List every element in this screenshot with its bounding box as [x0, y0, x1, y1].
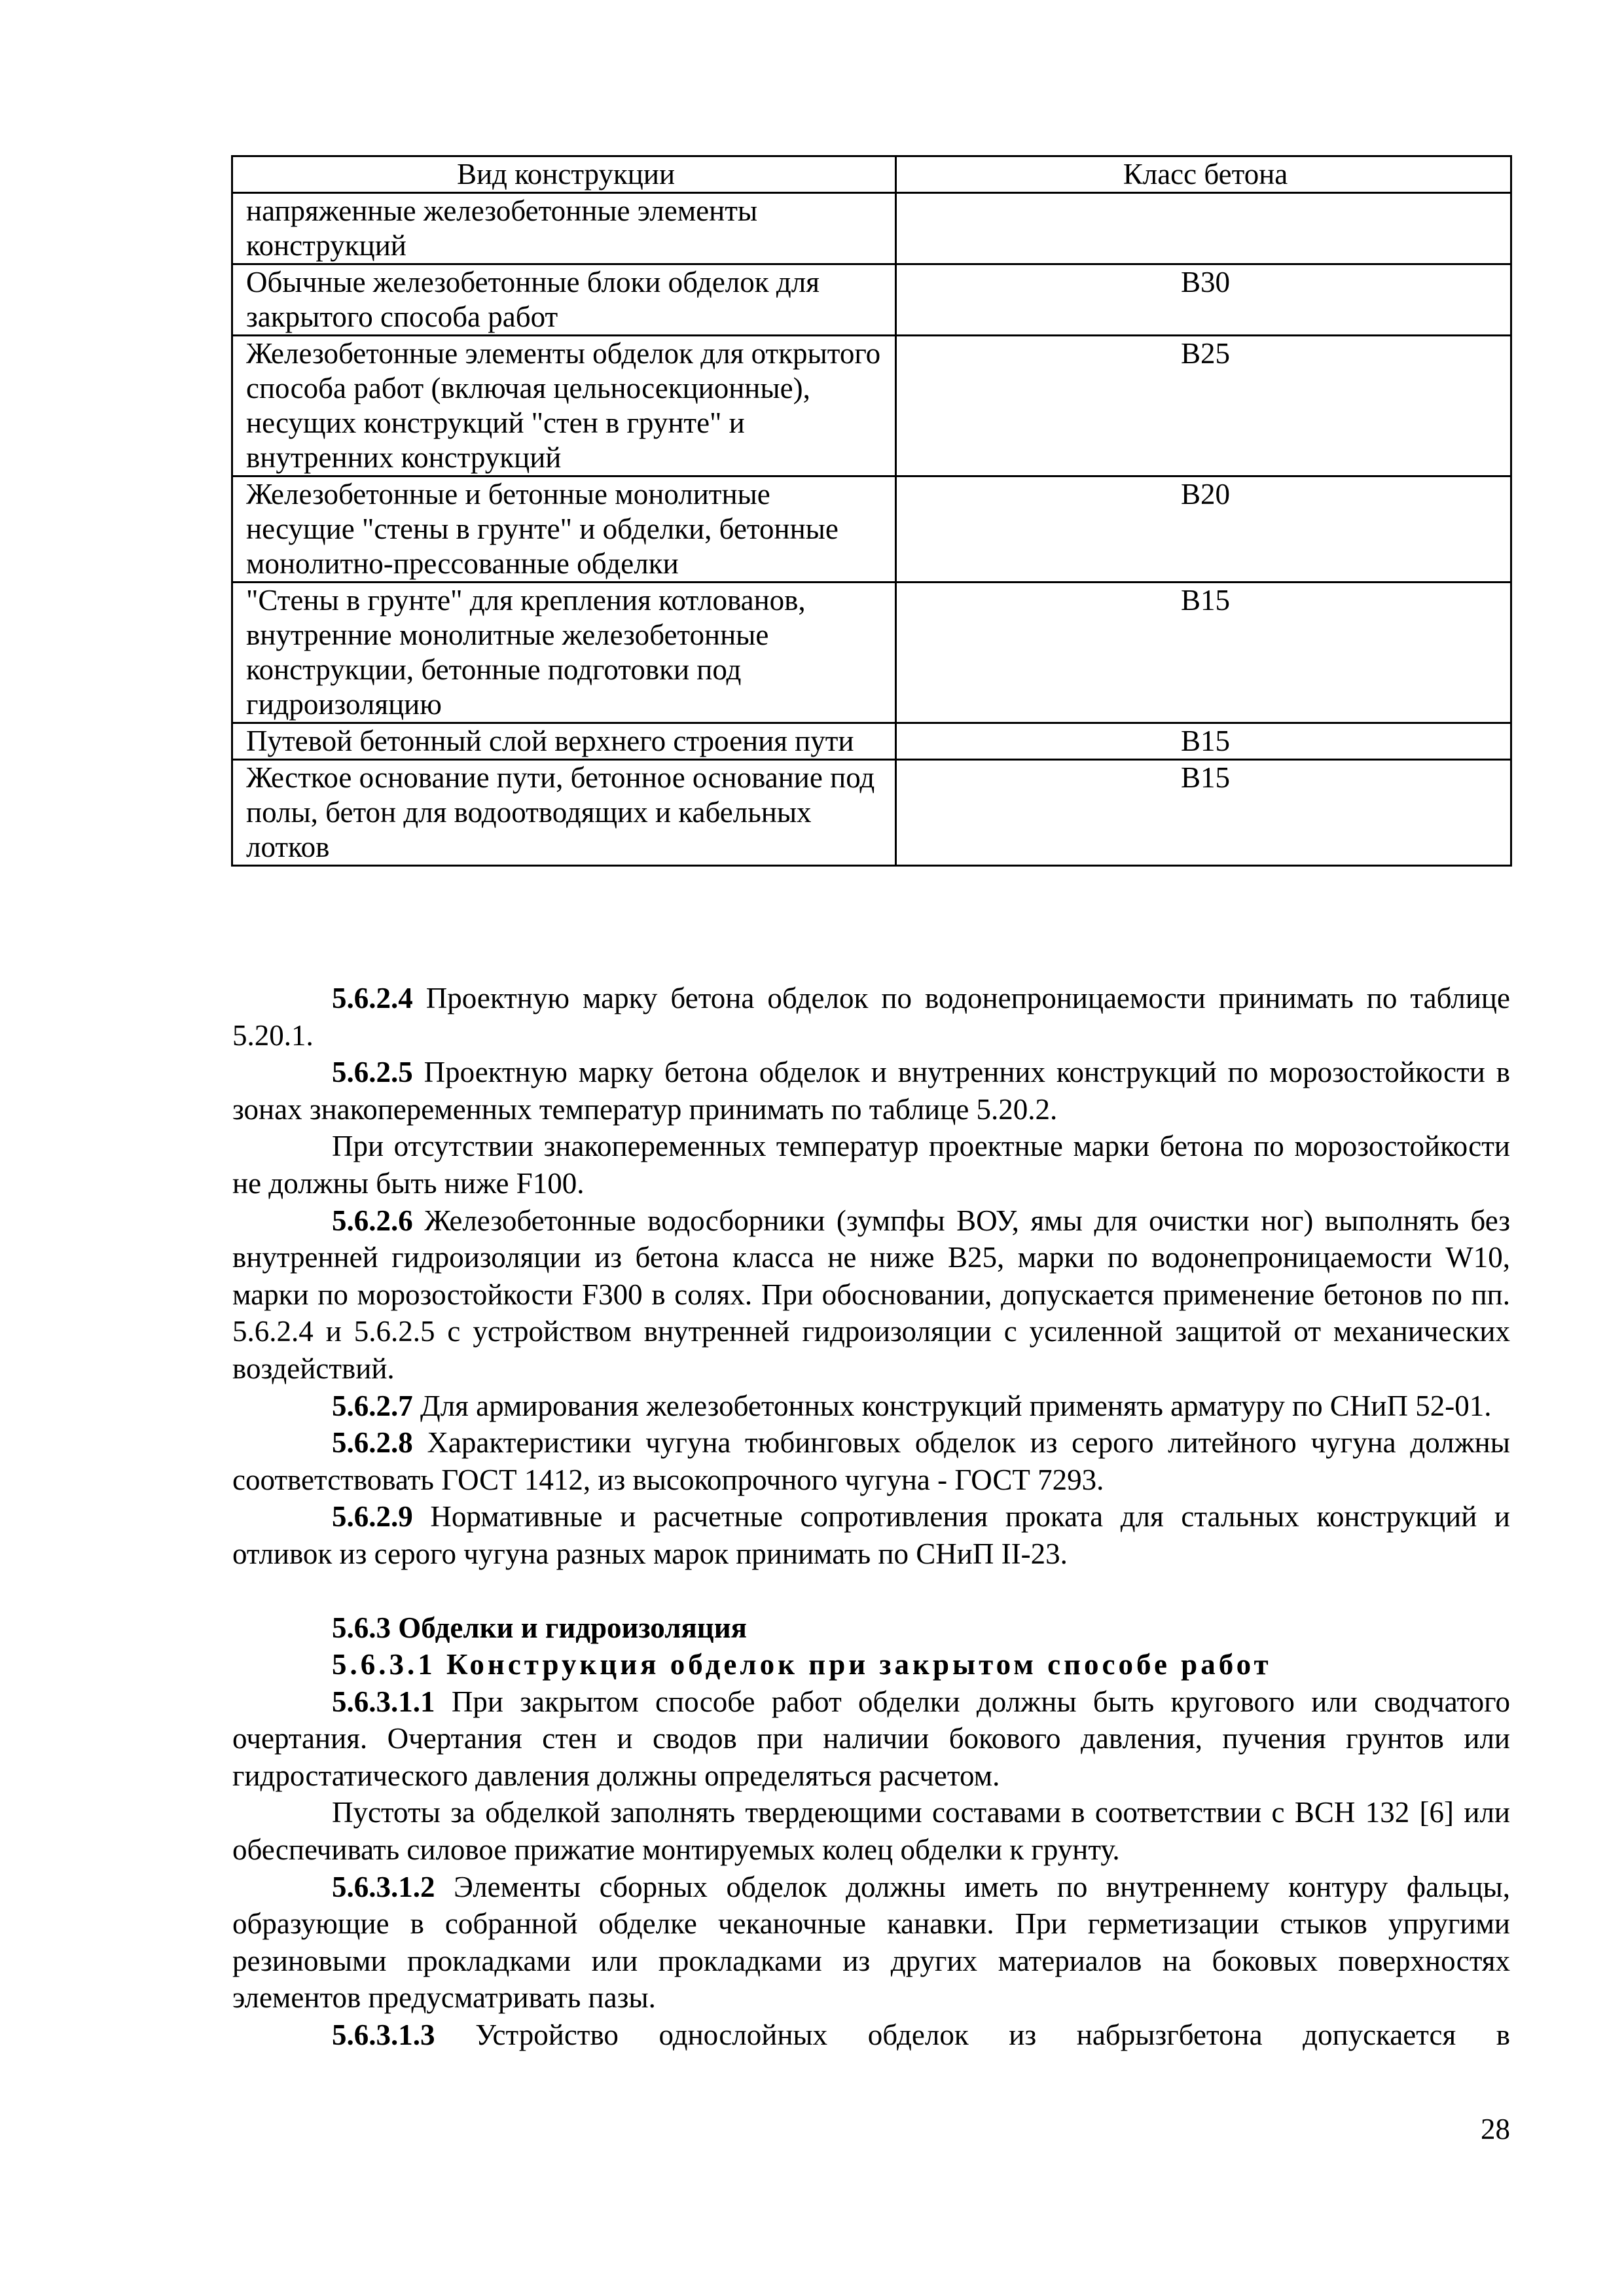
- table-row: [232, 336, 1511, 476]
- paragraph-text: Нормативные и расчетные сопротивления проката для стальных конструкций и отливок из серого чугуна разных марок принимать по СНиП II-23.: [232, 1500, 1510, 1570]
- construction-type-cell: Железобетонные элементы обделок для открытого способа работ (включая цельносекционные), несущих конструкций "стен в грунте" и внутренних конструкций: [232, 336, 896, 476]
- clause-number: 5.6.2.8: [332, 1426, 413, 1460]
- paragraph: [232, 2017, 1510, 2054]
- paragraph-text: Пустоты за обделкой заполнять твердеющими составами в соответствии с ВСН 132 [6] или обеспечивать силовое прижатие монтируемых колец обделки к грунту.: [232, 1796, 1510, 1867]
- body-text: [232, 980, 1510, 2054]
- paragraph: [232, 1054, 1510, 1128]
- page-number: 28: [1481, 2113, 1510, 2145]
- construction-type-cell: Путевой бетонный слой верхнего строения пути: [232, 723, 896, 760]
- concrete-class-cell: В30: [896, 264, 1511, 336]
- paragraph: [232, 1794, 1510, 1868]
- paragraph: [232, 1388, 1510, 1425]
- construction-type-cell: напряженные железобетонные элементы конструкций: [232, 193, 896, 264]
- construction-type-cell: Железобетонные и бетонные монолитные несущие "стены в грунте" и обделки, бетонные монолитно-прессованные обделки: [232, 476, 896, 583]
- paragraph-text: При отсутствии знакопеременных температур проектные марки бетона по морозостойкости не должны быть ниже F100.: [232, 1130, 1510, 1200]
- table-row: [232, 193, 1511, 264]
- clause-number: 5.6.2.7: [332, 1389, 413, 1422]
- concrete-class-cell: В15: [896, 760, 1511, 866]
- paragraph-text: При закрытом способе работ обделки должны быть кругового или сводчатого очертания. Очертания стен и сводов при наличии бокового давления, пучения грунтов или гидростатического давления должны определяться расчетом.: [232, 1685, 1510, 1792]
- construction-type-cell: Обычные железобетонные блоки обделок для закрытого способа работ: [232, 264, 896, 336]
- paragraph: [232, 1498, 1510, 1572]
- concrete-class-cell: [896, 193, 1511, 264]
- paragraph-text: Устройство однослойных обделок из набрызгбетона допускается в: [435, 2018, 1510, 2052]
- subsection-heading: 5.6.3.1 Конструкция обделок при закрытом способе работ: [332, 1648, 1272, 1681]
- paragraph: [232, 1424, 1510, 1498]
- paragraph: [232, 1128, 1510, 1202]
- paragraph-text: Характеристики чугуна тюбинговых обделок из серого литейного чугуна должны соответствовать ГОСТ 1412, из высокопрочного чугуна - ГОСТ 7293.: [232, 1426, 1510, 1496]
- paragraph-text: Железобетонные водосборники (зумпфы ВОУ, ямы для очистки ног) выполнять без внутренней гидроизоляции из бетона класса не ниже В25, марки по водонепроницаемости W10, марки по морозостойкости F300 в солях. При обосновании, допускается применение бетонов по пп. 5.6.2.4 и 5.6.2.5 с устройством внутренней гидроизоляции с усиленной защитой от механических воздействий.: [232, 1204, 1510, 1385]
- clause-number: 5.6.3.1.3: [332, 2018, 435, 2052]
- clause-number: 5.6.2.5: [332, 1056, 413, 1089]
- clause-number: 5.6.2.4: [332, 982, 413, 1014]
- concrete-class-table: [231, 155, 1512, 867]
- construction-type-cell: "Стены в грунте" для крепления котлованов, внутренние монолитные железобетонные конструкции, бетонные подготовки под гидроизоляцию: [232, 583, 896, 723]
- table-row: [232, 264, 1511, 336]
- paragraph: [232, 980, 1510, 1054]
- paragraph: [232, 1683, 1510, 1795]
- concrete-class-cell: В20: [896, 476, 1511, 583]
- header-concrete-class: Класс бетона: [896, 156, 1511, 193]
- concrete-class-cell: В25: [896, 336, 1511, 476]
- table-row: [232, 476, 1511, 583]
- paragraph-text: Элементы сборных обделок должны иметь по внутреннему контуру фальцы, образующие в собранной обделке чеканочные канавки. При герметизации стыков упругими резиновыми прокладками или прокладками из других материалов на боковых поверхностях элементов предусматривать пазы.: [232, 1870, 1510, 2015]
- paragraph-text: Для армирования железобетонных конструкций применять арматуру по СНиП 52-01.: [412, 1389, 1492, 1422]
- table-header-row: [232, 156, 1511, 193]
- construction-type-cell: Жесткое основание пути, бетонное основание под полы, бетон для водоотводящих и кабельных лотков: [232, 760, 896, 866]
- clause-number: 5.6.3.1.1: [332, 1685, 435, 1718]
- paragraph: [232, 1869, 1510, 2017]
- table-row: [232, 723, 1511, 760]
- table-row: [232, 760, 1511, 866]
- paragraph-text: Проектную марку бетона обделок по водонепроницаемости принимать по таблице 5.20.1.: [232, 982, 1510, 1052]
- paragraph-text: Проектную марку бетона обделок и внутренних конструкций по морозостойкости в зонах знакопеременных температур принимать по таблице 5.20.2.: [232, 1056, 1510, 1126]
- concrete-class-cell: В15: [896, 723, 1511, 760]
- concrete-class-cell: В15: [896, 583, 1511, 723]
- table-row: [232, 583, 1511, 723]
- clause-number: 5.6.2.9: [332, 1500, 413, 1534]
- section-heading: 5.6.3 Обделки и гидроизоляция: [332, 1611, 747, 1644]
- paragraph: [232, 1202, 1510, 1388]
- clause-number: 5.6.3.1.2: [332, 1870, 435, 1903]
- clause-number: 5.6.2.6: [332, 1204, 413, 1237]
- header-construction-type: Вид конструкции: [232, 156, 896, 193]
